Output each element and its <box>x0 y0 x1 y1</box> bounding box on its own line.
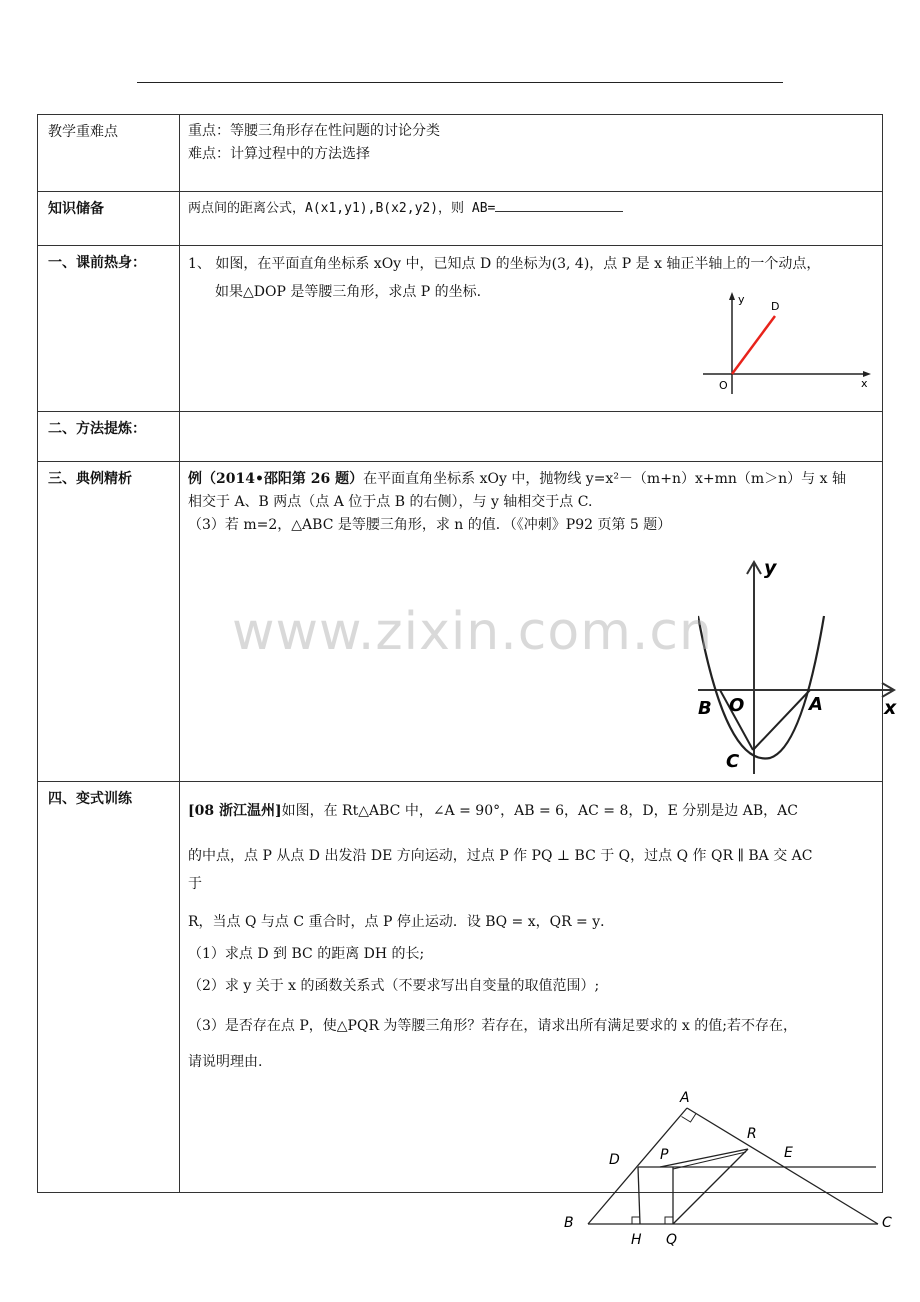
label-b: B <box>698 698 712 719</box>
content-key-points <box>180 115 883 192</box>
answer-blank <box>495 199 623 212</box>
parabola-curve <box>698 616 824 759</box>
label-d: D <box>609 1152 620 1168</box>
label-y: y <box>738 293 745 306</box>
label-q: Q <box>666 1232 678 1248</box>
right-angle-q <box>665 1217 673 1224</box>
variation-q2: （2）求 y 关于 x 的函数关系式（不要求写出自变量的取值范围）; <box>188 978 600 994</box>
coordinate-figure <box>695 286 875 406</box>
label-h: H <box>631 1232 642 1248</box>
variation-line4: R，当点 Q 与点 C 重合时，点 P 停止运动．设 BQ = x，QR = y． <box>188 914 615 930</box>
segment-dh <box>638 1167 640 1224</box>
key-point-text: 重点：等腰三角形存在性问题的讨论分类 <box>188 123 440 139</box>
label-knowledge: 知识储备 <box>38 192 180 246</box>
label-b: B <box>564 1215 574 1231</box>
label-e: E <box>784 1145 793 1161</box>
row-warmup <box>38 246 883 412</box>
variation-q3-line1: （3）是否存在点 P，使△PQR 为等腰三角形？若存在，请求出所有满足要求的 x 的值;若不存在， <box>188 1018 797 1034</box>
variation-q3-line2: 请说明理由. <box>188 1054 263 1070</box>
variation-q1: （1）求点 D 到 BC 的距离 DH 的长; <box>188 946 425 962</box>
example-line1 <box>188 467 874 491</box>
header-rule <box>137 82 783 83</box>
variation-line3: 于 <box>188 876 202 892</box>
label-warmup: 一、课前热身： <box>38 246 180 412</box>
example-line3: （3）若 m=2，△ABC 是等腰三角形，求 n 的值．（《冲刺》P92 页第 5 题） <box>188 517 672 533</box>
label-variation: 四、变式训练 <box>38 782 180 1193</box>
example-source: 例（2014•邵阳第 26 题） <box>188 471 364 487</box>
right-angle-h <box>632 1217 640 1224</box>
row-method <box>38 412 883 462</box>
content-warmup <box>180 246 883 412</box>
label-r: R <box>747 1126 757 1142</box>
variation-line2: 的中点，点 P 从点 D 出发沿 DE 方向运动，过点 P 作 PQ ⊥ BC 于 Q，过点 Q 作 QR ∥ BA 交 AC <box>188 848 813 864</box>
difficulty-text: 难点：计算过程中的方法选择 <box>188 146 370 162</box>
label-c: C <box>882 1215 892 1231</box>
label-c: C <box>726 751 740 772</box>
label-method: 二、方法提炼： <box>38 412 180 462</box>
content-method <box>180 412 883 462</box>
row-key-points <box>38 115 883 192</box>
label-d: D <box>771 300 780 313</box>
example-line2: 相交于 A、B 两点（点 A 位于点 B 的右侧），与 y 轴相交于点 C. <box>188 494 593 510</box>
segment-pr <box>660 1149 748 1167</box>
right-angle-a <box>682 1114 697 1123</box>
label-o: O <box>729 695 745 716</box>
variation-text-1: 如图，在 Rt△ABC 中，∠A = 90°，AB = 6，AC = 8，D，E 分别是边 AB，AC <box>281 803 798 819</box>
label-p: P <box>660 1147 669 1163</box>
content-knowledge <box>180 192 883 246</box>
example-text-1: 在平面直角坐标系 xOy 中，抛物线 y=x²－（m+n）x+mn（m＞n）与 x 轴 <box>363 471 846 487</box>
variation-source: [08 浙江温州] <box>188 803 282 819</box>
warmup-question-line2: 如果△DOP 是等腰三角形，求点 P 的坐标. <box>215 284 482 300</box>
label-x: x <box>861 377 868 390</box>
watermark: www.zixin.com.cn <box>232 602 713 662</box>
label-o: O <box>719 379 728 392</box>
triangle-figure <box>556 1084 912 1256</box>
side-ac <box>687 1108 878 1224</box>
label-y: y <box>764 557 777 579</box>
label-a: A <box>680 1090 690 1106</box>
label-key-points: 教学重难点 <box>38 115 180 192</box>
side-ab <box>588 1108 687 1224</box>
y-axis-arrow <box>729 292 735 300</box>
parabola-figure <box>698 552 898 782</box>
label-a: A <box>809 694 823 715</box>
row-knowledge <box>38 192 883 246</box>
warmup-question-line1: 1、 如图，在平面直角坐标系 xOy 中，已知点 D 的坐标为(3, 4)，点 P 是 x 轴正半轴上的一个动点， <box>188 256 821 272</box>
distance-formula-text: 两点间的距离公式，A(x1,y1),B(x2,y2)，则 AB= <box>188 201 496 216</box>
variation-line1 <box>188 796 874 824</box>
segment-od <box>732 316 775 374</box>
label-x: x <box>884 697 897 719</box>
segment-ac <box>753 690 810 750</box>
label-example: 三、典例精析 <box>38 462 180 782</box>
